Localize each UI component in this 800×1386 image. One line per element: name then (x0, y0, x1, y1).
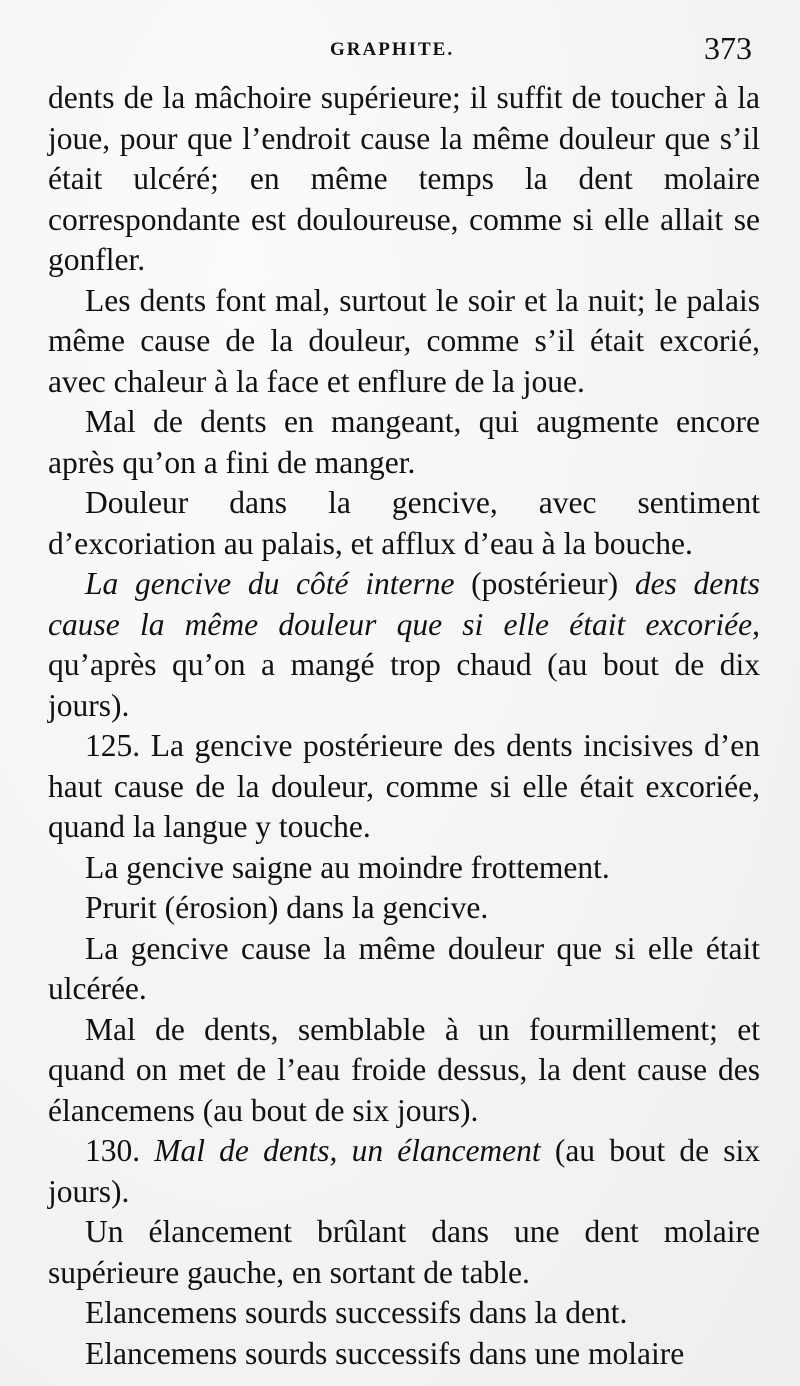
paragraph-3: Mal de dents en mangeant, qui augmente encore après qu’on a fini de manger. (48, 404, 760, 480)
paragraph-9: La gencive cause la même douleur que si elle était ulcérée. (48, 930, 760, 1006)
italic-phrase: La gencive du côté interne (85, 566, 455, 601)
roman-phrase: , qu’après qu’on a mangé trop chaud (au bout de dix jours). (48, 606, 760, 723)
paragraph-4: Douleur dans la gencive, avec sentiment d’excoriation au palais, et afflux d’eau à la bouche. (48, 485, 760, 561)
page-header (40, 30, 760, 70)
paragraph-1: dents de la mâchoire supérieure; il suffit de toucher à la joue, pour que l’endroit cause la même douleur que s’il était ulcéré; en même temps la dent molaire correspondante est douloureuse, comme si elle allait se gonfler. (48, 80, 760, 277)
page-body (48, 78, 760, 1374)
paragraph-2: Les dents font mal, surtout le soir et la nuit; le palais même cause de la douleur, comme s’il était excorié, avec chaleur à la face et enflure de la joue. (48, 282, 760, 399)
paragraph-10: Mal de dents, semblable à un fourmillement; et quand on met de l’eau froide dessus, la dent cause des élancemens (au bout de six jours). (48, 1011, 760, 1128)
paragraph-8: Prurit (érosion) dans la gencive. (85, 890, 489, 925)
section-number: 130. (85, 1133, 155, 1168)
roman-phrase: (au bout de six jours). (48, 1133, 761, 1209)
paragraph-13: Elancemens sourds successifs dans la dent. (85, 1295, 628, 1330)
paragraph-6: 125. La gencive postérieure des dents incisives d’en haut cause de la douleur, comme si elle était excoriée, quand la langue y touche. (48, 728, 760, 844)
page-number: 373 (704, 30, 752, 66)
italic-phrase: Mal de dents, un élancement (154, 1133, 541, 1168)
roman-phrase: (postérieur) (454, 566, 635, 601)
italic-phrase: des dents cause la même douleur que si elle était excoriée (48, 566, 761, 642)
paragraph-5 (48, 564, 760, 726)
paragraph-11 (48, 1131, 760, 1212)
paragraph-14: Elancemens sourds successifs dans une molaire (85, 1335, 685, 1371)
running-title: GRAPHITE. (330, 39, 455, 60)
paragraph-12: Un élancement brûlant dans une dent molaire supérieure gauche, en sortant de table. (48, 1214, 760, 1290)
paragraph-7: La gencive saigne au moindre frottement. (85, 849, 610, 885)
